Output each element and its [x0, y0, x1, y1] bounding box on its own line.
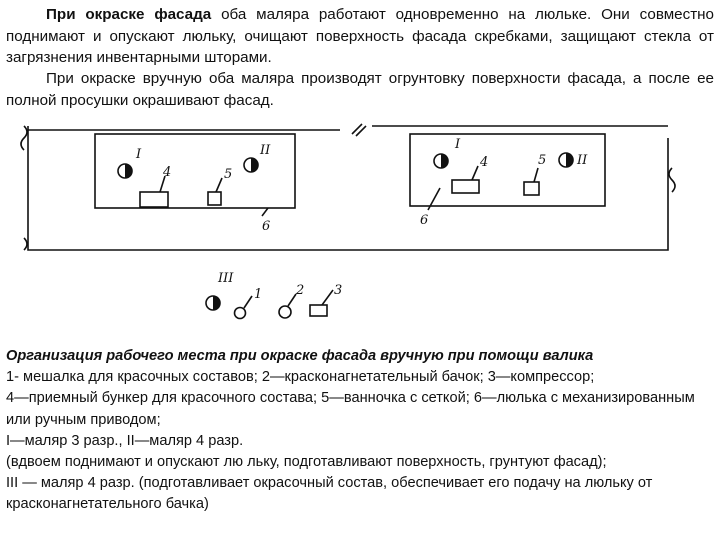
caption-line: I—маляр 3 разр., II—маляр 4 разр. — [6, 432, 244, 449]
leader-4-right — [472, 166, 478, 180]
painter-symbol-left-II — [244, 158, 258, 172]
edge-wave-right — [669, 168, 675, 192]
caption-line: III — маляр 4 разр. (подготавливает окрасочный состав, обеспечивает его подачу на люльку от красконагнетательного бачка) — [6, 475, 653, 513]
compressor-rect — [310, 305, 327, 316]
facade-outline — [28, 126, 668, 250]
leader-1 — [244, 296, 252, 308]
painter-symbol-III — [206, 296, 220, 310]
label-III: III — [218, 271, 234, 286]
label-I-right: I — [455, 137, 461, 152]
label-4-left: 4 — [163, 165, 172, 180]
leader-5-left — [216, 178, 222, 192]
tray-left — [208, 192, 221, 205]
label-I-left: I — [136, 147, 142, 162]
paragraph-facade-painting — [6, 4, 714, 69]
caption-title: Организация рабочего места при окраске фасада вручную при помощи валика — [6, 348, 594, 364]
hopper-left — [140, 192, 168, 207]
paragraph-text: При окраске вручную оба маляра производят огрунтовку поверхности фасада, а после ее полной просушки окрашивают фасад. — [6, 70, 714, 109]
label-II-left: II — [260, 143, 271, 158]
painter-symbol-left-I — [118, 164, 132, 178]
caption-line: 1- мешалка для красочных составов; 2—красконагнетательный бачок; 3—компрессор; — [6, 369, 595, 386]
leader-6-left — [262, 208, 268, 216]
label-II-right: II — [577, 153, 588, 168]
painter-symbol-right-I — [434, 154, 448, 168]
label-1: 1 — [254, 287, 263, 302]
cradle-right — [410, 134, 605, 206]
label-3: 3 — [334, 283, 343, 298]
paragraph-text: оба маляра работают одновременно на люльке. Они совместно поднимают и опускают люльку, очищают поверхность фасада скребками, защищают стекла от загрязнения инвентарными шторами. — [6, 6, 714, 66]
paragraph-bold-lead: При окраске фасада — [46, 6, 212, 23]
leader-2 — [288, 294, 296, 306]
paragraph-manual-painting — [6, 68, 714, 111]
label-5-left: 5 — [224, 167, 233, 182]
label-2: 2 — [296, 283, 305, 298]
leader-5-right — [534, 168, 538, 182]
painter-symbol-right-II — [559, 153, 573, 167]
mixer-circle — [235, 308, 246, 319]
edge-wave-left — [21, 126, 27, 250]
hopper-right — [452, 180, 479, 193]
pressure-tank-circle — [279, 306, 291, 318]
break-mark — [352, 124, 366, 136]
facade-top-line — [28, 126, 668, 130]
label-6-right: 6 — [420, 213, 429, 228]
caption-line: (вдвоем поднимают и опускают лю льку, подготавливают поверхность, грунтуют фасад); — [6, 454, 607, 471]
caption-line: 4—приемный бункер для красочного состава; 5—ванночка с сеткой; 6—люлька с механизированным или ручным приводом; — [6, 390, 695, 428]
figure-caption — [6, 346, 716, 516]
label-5-right: 5 — [538, 153, 547, 168]
workplace-diagram — [0, 118, 720, 338]
tray-right — [524, 182, 539, 195]
label-6-left: 6 — [262, 219, 271, 234]
leader-3 — [322, 290, 333, 305]
label-4-right: 4 — [480, 155, 489, 170]
